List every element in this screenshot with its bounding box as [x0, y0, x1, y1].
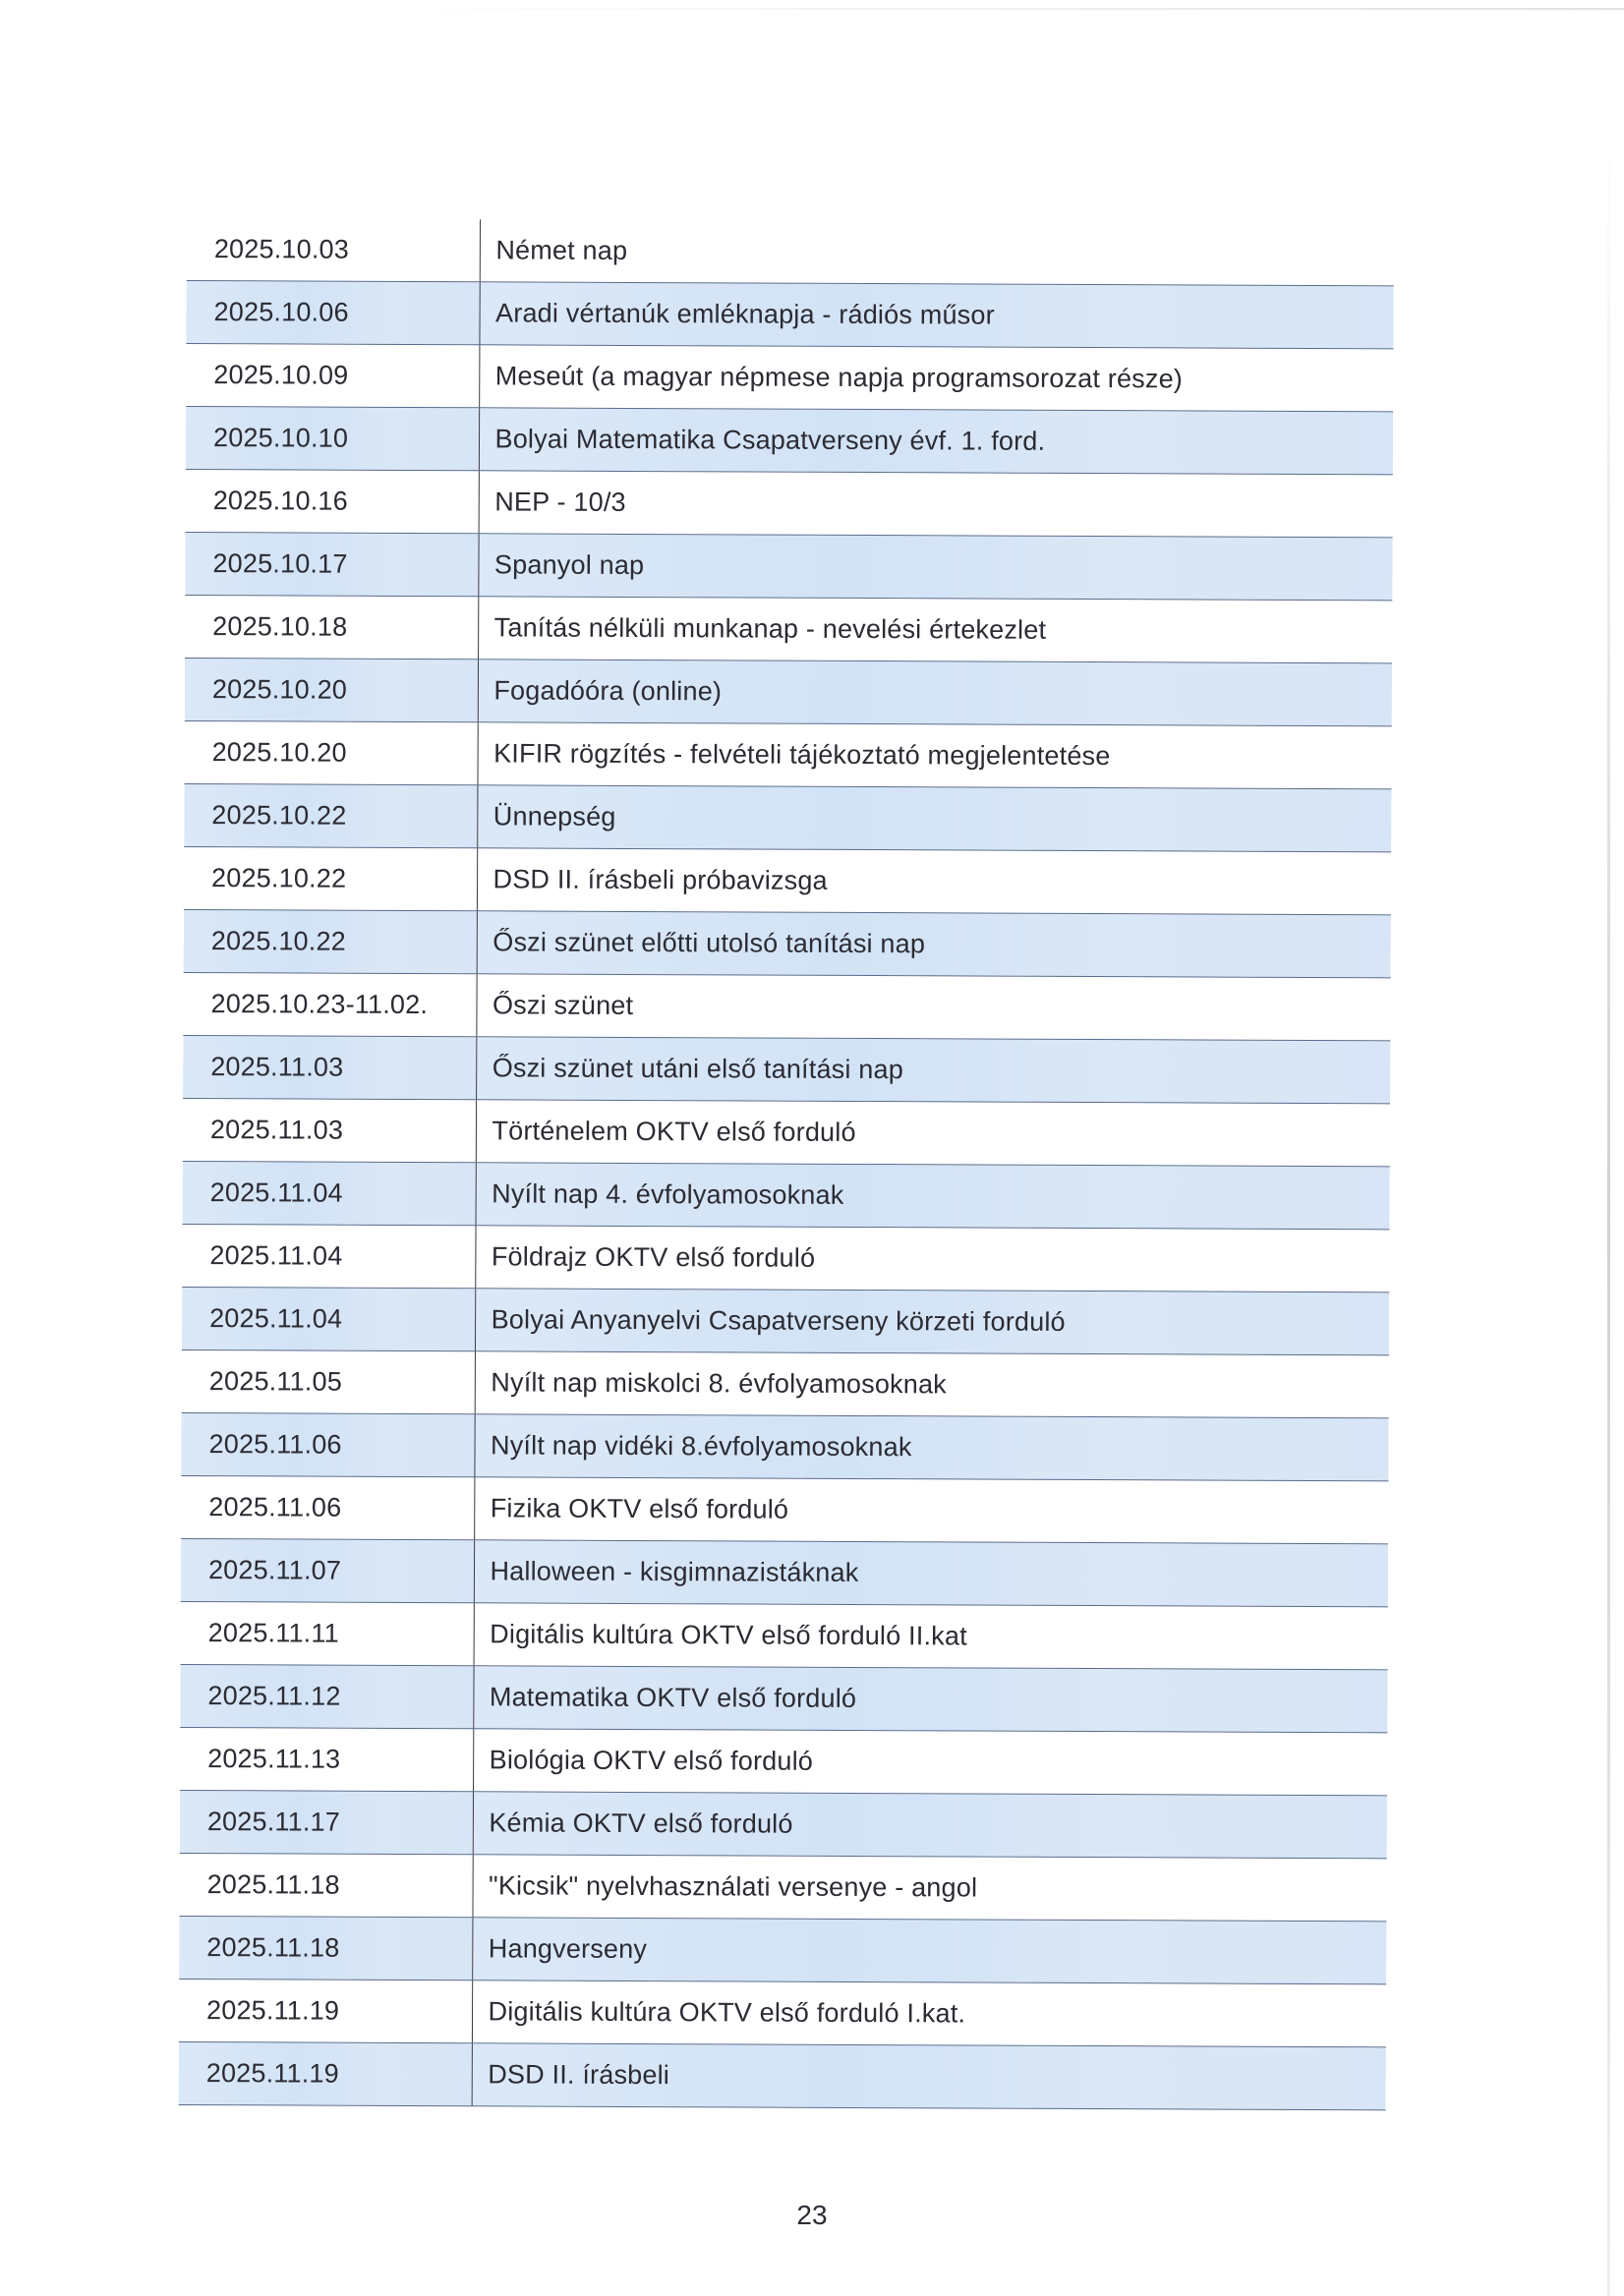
row-event: Fogadóóra (online) [478, 660, 1392, 726]
row-date: 2025.11.13 [180, 1727, 473, 1791]
row-date: 2025.11.19 [179, 1979, 472, 2042]
row-date: 2025.11.18 [179, 1916, 472, 1980]
scan-edge-top [374, 8, 1624, 10]
scan-edge-right [1607, 118, 1610, 2296]
row-date: 2025.11.12 [180, 1664, 473, 1728]
row-event: Spanyol nap [478, 534, 1392, 601]
row-event: Történelem OKTV első forduló [476, 1100, 1390, 1167]
row-event: Aradi vértanúk emléknapja - rádiós műsor [479, 282, 1393, 349]
row-date: 2025.11.03 [183, 1098, 476, 1162]
row-event: Fizika OKTV első forduló [474, 1477, 1388, 1544]
row-date: 2025.11.11 [181, 1601, 474, 1665]
table-row [181, 1412, 1388, 1480]
table-row [186, 469, 1393, 537]
row-event: KIFIR rögzítés - felvételi tájékoztató megjelentetése [477, 722, 1391, 789]
row-date: 2025.11.19 [179, 2041, 472, 2105]
row-date: 2025.11.04 [183, 1161, 476, 1225]
row-event: Nyílt nap 4. évfolyamosoknak [476, 1163, 1390, 1230]
row-event: Földrajz OKTV első forduló [475, 1226, 1389, 1292]
table-row [181, 1538, 1388, 1606]
row-date: 2025.10.22 [184, 909, 477, 973]
page-number: 23 [796, 2200, 828, 2230]
row-event: NEP - 10/3 [479, 471, 1393, 538]
row-date: 2025.10.09 [186, 343, 479, 407]
row-date: 2025.11.04 [182, 1287, 475, 1350]
table-row [180, 1664, 1387, 1732]
row-date: 2025.11.06 [181, 1412, 474, 1476]
row-date: 2025.10.17 [185, 532, 478, 596]
row-event: Kémia OKTV első forduló [473, 1792, 1387, 1859]
row-date: 2025.10.23-11.02. [183, 972, 476, 1036]
row-event: Meseút (a magyar népmese napja programsorozat része) [479, 345, 1393, 412]
table-row [184, 846, 1391, 914]
table-row [185, 658, 1392, 725]
row-event: Halloween - kisgimnazistáknak [474, 1540, 1388, 1607]
row-date: 2025.10.18 [185, 595, 478, 659]
row-date: 2025.11.18 [179, 1853, 472, 1917]
table-row [187, 218, 1394, 286]
row-date: 2025.10.20 [184, 720, 477, 784]
row-event: Őszi szünet utáni első tanítási nap [476, 1037, 1390, 1104]
table-row [180, 1727, 1387, 1795]
table-row [186, 343, 1393, 411]
row-event: DSD II. írásbeli [472, 2043, 1386, 2110]
table-row [183, 1161, 1390, 1229]
table-row [182, 1287, 1389, 1354]
table-row [183, 1035, 1390, 1103]
row-event: Ünnepség [477, 785, 1391, 852]
table-row [180, 1790, 1387, 1858]
row-event: Őszi szünet [476, 974, 1390, 1041]
row-event: Őszi szünet előtti utolsó tanítási nap [477, 911, 1391, 978]
table-row [183, 972, 1390, 1040]
table-row [182, 1224, 1389, 1292]
table-row [184, 783, 1391, 851]
row-event: Digitális kultúra OKTV első forduló I.kat. [472, 1980, 1386, 2047]
table-row [186, 280, 1393, 348]
row-event: Nyílt nap miskolci 8. évfolyamosoknak [475, 1351, 1389, 1418]
row-date: 2025.10.20 [185, 658, 478, 721]
row-date: 2025.10.16 [186, 469, 479, 533]
table-row [181, 1601, 1388, 1669]
table-row [179, 2041, 1386, 2109]
row-event: Biológia OKTV első forduló [473, 1729, 1387, 1796]
row-event: Matematika OKTV első forduló [473, 1666, 1387, 1733]
row-date: 2025.10.10 [186, 406, 479, 470]
row-event: Tanítás nélküli munkanap - nevelési értekezlet [478, 597, 1392, 663]
row-date: 2025.11.05 [182, 1349, 475, 1413]
table-row [182, 1349, 1389, 1417]
table-row [183, 1098, 1390, 1166]
row-date: 2025.10.03 [187, 218, 480, 282]
table-row [179, 1916, 1386, 1983]
table-row [185, 532, 1392, 600]
row-date: 2025.11.17 [180, 1790, 473, 1854]
table-row [181, 1475, 1388, 1543]
row-date: 2025.11.03 [183, 1035, 476, 1099]
row-date: 2025.10.22 [184, 846, 477, 910]
row-date: 2025.10.22 [184, 783, 477, 847]
row-date: 2025.11.04 [182, 1224, 475, 1288]
row-event: "Kicsik" nyelvhasználati versenye - angol [472, 1855, 1386, 1922]
table-row [186, 406, 1393, 474]
row-event: Digitális kultúra OKTV első forduló II.kat [474, 1603, 1388, 1670]
table-row [179, 1979, 1386, 2046]
table-row [184, 909, 1391, 977]
row-date: 2025.10.06 [186, 280, 479, 344]
row-event: Bolyai Matematika Csapatverseny évf. 1. ford. [479, 408, 1393, 475]
table-row [179, 1853, 1386, 1921]
row-date: 2025.11.06 [181, 1475, 474, 1539]
row-event: Bolyai Anyanyelvi Csapatverseny körzeti forduló [475, 1289, 1389, 1355]
row-event: Nyílt nap vidéki 8.évfolyamosoknak [474, 1414, 1388, 1481]
row-date: 2025.11.07 [181, 1538, 474, 1602]
row-event: Hangverseny [472, 1918, 1386, 1984]
table-row [184, 720, 1391, 788]
row-event: Német nap [480, 219, 1394, 286]
event-schedule-table [179, 218, 1394, 2110]
row-event: DSD II. írásbeli próbavizsga [477, 848, 1391, 915]
table-row [185, 595, 1392, 662]
